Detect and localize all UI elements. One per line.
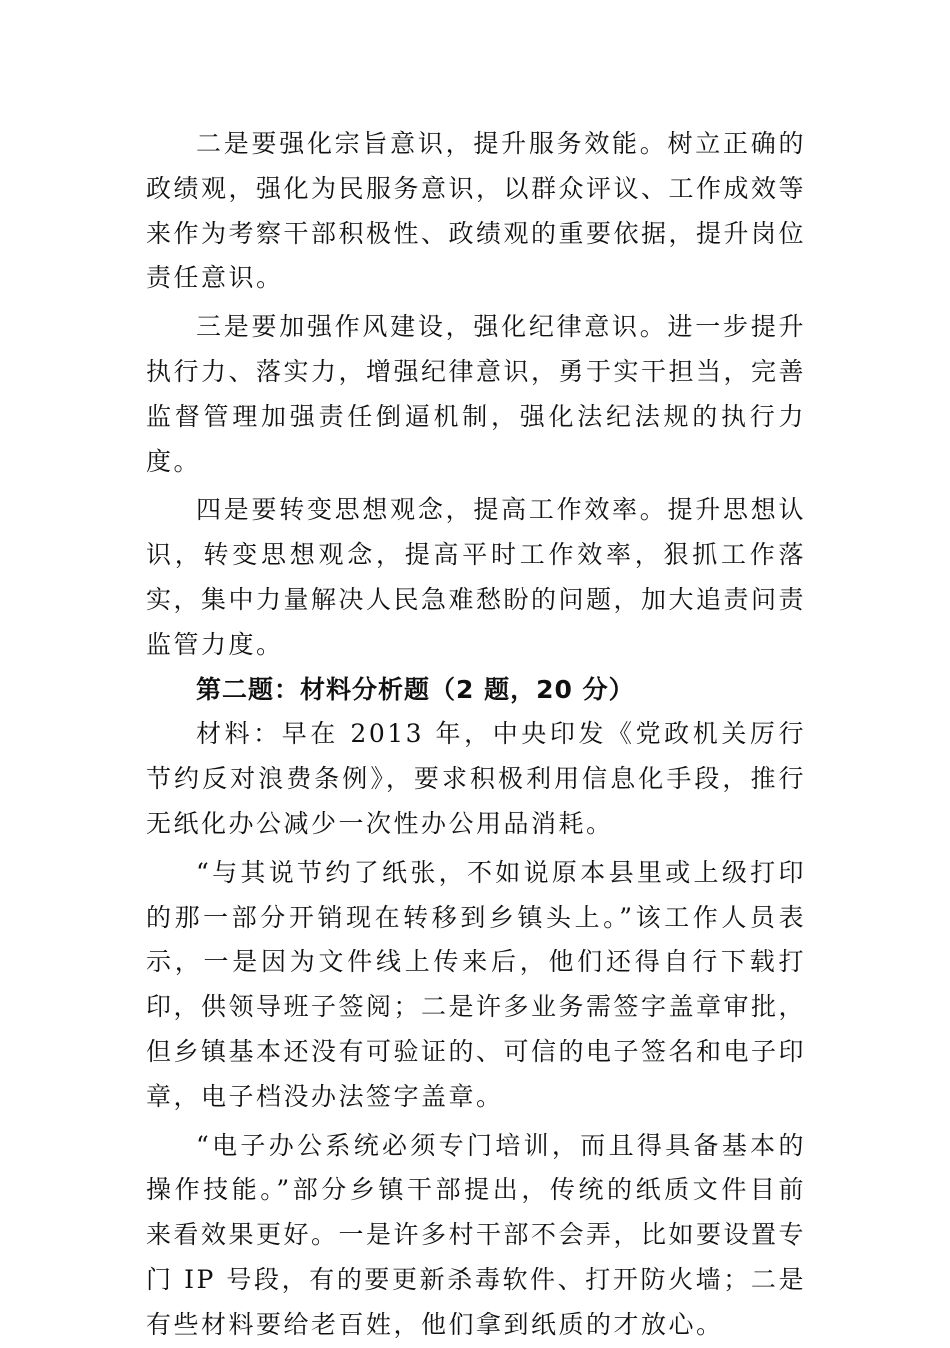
material-paragraph-2: “与其说节约了纸张，不如说原本县里或上级打印的那一部分开销现在转移到乡镇头上。”该工作人员表示，一是因为文件线上传来后，他们还得自行下载打印，供领导班子签阅；二是许多业务需签字盖章审批，但乡镇基本还没有可验证的、可信的电子签名和电子印章，电子档没办法签字盖章。 xyxy=(146,857,807,1111)
section-heading: 第二题：材料分析题（2 题，20 分） xyxy=(196,674,635,704)
paragraph-four: 四是要转变思想观念，提高工作效率。提升思想认识，转变思想观念，提高平时工作效率，狠抓工作落实，集中力量解决人民急难愁盼的问题，加大追责问责监管力度。 xyxy=(146,495,807,659)
document-body xyxy=(146,122,806,1348)
material-paragraph-1: 材料：早在 2013 年，中央印发《党政机关厉行节约反对浪费条例》，要求积极利用信息化手段，推行无纸化办公减少一次性办公用品消耗。 xyxy=(146,719,806,838)
material-paragraph-3: “电子办公系统必须专门培训，而且得具备基本的操作技能。”部分乡镇干部提出，传统的纸质文件目前来看效果更好。一是许多村干部不会弄，比如要设置专门 IP 号段，有的要更新杀毒软件、打开防火墙；二是有些材料要给老百姓，他们拿到纸质的才放心。 xyxy=(146,1130,807,1339)
paragraph-two: 二是要强化宗旨意识，提升服务效能。树立正确的政绩观，强化为民服务意识，以群众评议、工作成效等来作为考察干部积极性、政绩观的重要依据，提升岗位责任意识。 xyxy=(146,129,807,293)
paragraph-three: 三是要加强作风建设，强化纪律意识。进一步提升执行力、落实力，增强纪律意识，勇于实干担当，完善监督管理加强责任倒逼机制，强化法纪法规的执行力度。 xyxy=(146,312,807,476)
